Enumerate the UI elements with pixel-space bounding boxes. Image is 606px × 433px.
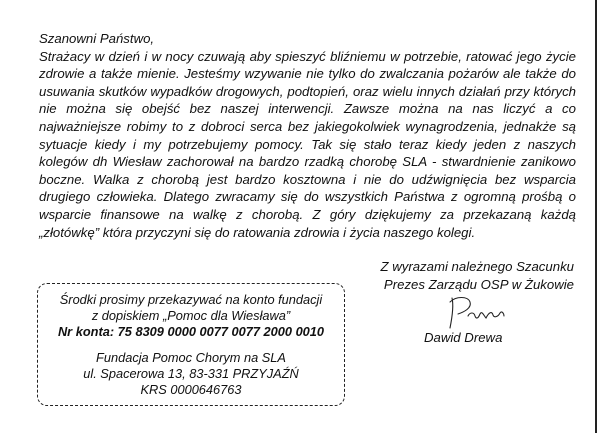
fund-org-name: Fundacja Pomoc Chorym na SLA (96, 350, 286, 365)
signer-name: Dawid Drewa (424, 330, 503, 345)
right-edge-rule (595, 0, 597, 433)
fund-note: z dopiskiem „Pomoc dla Wiesława” (91, 308, 291, 323)
letter-body: Strażacy w dzień i w nocy czuwają aby spieszyć bliźniemu w potrzebie, ratować jego życie zdrowie a także mienie. Jesteśmy wzywanie nie tylko do zwalczania pożarów ale także do usuwania skutków wypadków drogowych, podtopień, oraz wielu innych działań przy których nie można się obejść bez naszej interwencji. Zawsze można na nas liczyć a co najważniejsze robimy to z dobroci serca bez jakiegokolwiek wynagrodzenia, jednakże są sytuacje kiedy i my potrzebujemy pomocy. Tak się stało teraz kiedy jeden z naszych kolegów dh Wiesław zachorował na bardzo rzadką chorobę SLA - stwardnienie zanikowo boczne. Walka z chorobą jest bardzo kosztowna i nie do udźwignięcia bez wsparcia drugiego człowieka. Dlatego zwracamy się do wszystkich Państwa z ogromną prośbą o wsparcie finansowe na walkę z chorobą. Z góry dziękujemy za przekazaną każdą „złotówkę” która przyczyni się do ratowania zdrowia i życia naszego kolegi. (39, 48, 576, 240)
fund-address: ul. Spacerowa 13, 83-331 PRZYJAŹŃ (83, 366, 299, 381)
handwritten-signature (446, 292, 508, 330)
closing-regards: Z wyrazami należnego Szacunku (380, 259, 574, 274)
letter-greeting: Szanowni Państwo, (39, 31, 155, 46)
account-number: Nr konta: 75 8309 0000 0077 0077 2000 0010 (57, 324, 325, 339)
spacer (38, 340, 344, 350)
fund-instruction: Środki prosimy przekazywać na konto fundacji (59, 292, 323, 307)
fund-krs: KRS 0000646763 (140, 382, 242, 397)
letter-text (39, 30, 576, 241)
fund-info-box (37, 283, 345, 406)
closing-title: Prezes Zarządu OSP w Żukowie (383, 276, 574, 292)
